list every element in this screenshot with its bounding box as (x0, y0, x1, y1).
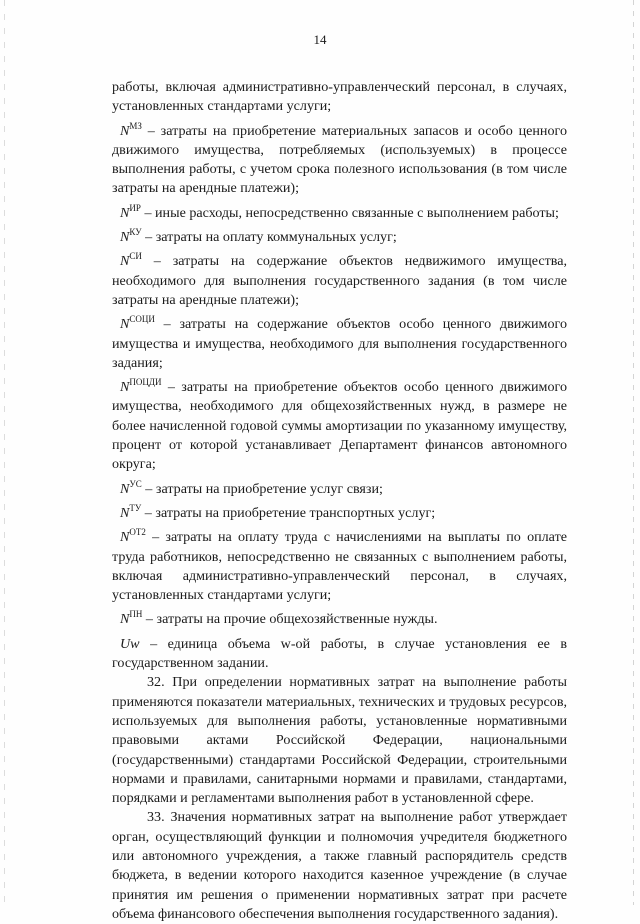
formula-symbol: N (120, 611, 130, 628)
definition-text: – затраты на приобретение материальных запасов и особо ценного движимого имущества, потребляемых (используемых) в процессе выполнения работы, с учетом срока полезного использования (в том числе затраты на арендные платежи); (112, 122, 567, 197)
formula-superscript: КУ (129, 227, 142, 238)
definition-text: – затраты на оплату коммунальных услуг; (141, 229, 397, 246)
formula-symbol: N (120, 529, 130, 546)
formula-symbol: N (120, 229, 130, 246)
formula-symbol: N (120, 204, 130, 221)
definition-item (112, 475, 567, 499)
definition-item (112, 605, 567, 629)
definition-text: – затраты на приобретение транспортных услуг; (141, 504, 436, 521)
definition-item (112, 373, 567, 474)
definition-item (112, 499, 567, 523)
definition-text: – затраты на содержание объектов недвижимого имущества, необходимого для выполнения государственного задания (в том числе затраты на арендные платежи); (112, 253, 567, 308)
definition-item (112, 117, 567, 199)
definition-text: – затраты на оплату труда с начислениями на выплаты по оплате труда работников, непосредственно не связанных с выполнением работы, включая административно-управленческий персонал, в случаях, установленных стандартами услуги; (112, 529, 567, 604)
formula-superscript: УС (129, 478, 142, 489)
formula-superscript: ИР (129, 202, 141, 213)
definition-text: – затраты на приобретение услуг связи; (141, 480, 383, 497)
scan-edge-left (4, 0, 5, 905)
definition-text: – затраты на прочие общехозяйственные нужды. (142, 611, 438, 628)
definition-item (112, 199, 567, 223)
document-body (112, 78, 567, 924)
definition-item (112, 630, 567, 674)
definition-text: – затраты на приобретение объектов особо ценного движимого имущества, необходимого для общехозяйственных нужд, в размере не более начисленной годовой суммы амортизации по указанному имуществу, процент от которой устанавливает Департамент финансов автономного округа; (112, 379, 567, 473)
definition-text: – иные расходы, непосредственно связанные с выполнением работы; (140, 204, 559, 221)
scan-edge-right (633, 0, 634, 905)
definition-item (112, 223, 567, 247)
formula-symbol: N (120, 379, 130, 396)
formula-superscript: ПН (129, 609, 143, 620)
formula-superscript: ТУ (129, 502, 142, 513)
definition-text: – единица объема w-ой работы, в случае установления ее в государственном задании. (112, 635, 567, 672)
definition-item (112, 523, 567, 605)
formula-symbol: N (120, 253, 130, 270)
formula-superscript: ПОЦДИ (129, 377, 162, 388)
formula-superscript: ОТ2 (129, 527, 146, 538)
formula-symbol: N (120, 122, 130, 139)
formula-symbol: N (120, 480, 130, 497)
formula-symbol: N (120, 504, 130, 521)
definition-item (112, 247, 567, 310)
definition-item (112, 310, 567, 373)
formula-superscript: СОЦИ (129, 314, 155, 325)
formula-superscript: МЗ (129, 120, 142, 131)
formula-symbol: Uw (120, 635, 140, 652)
definition-text: – затраты на содержание объектов особо ценного движимого имущества и имущества, необходимого для выполнения государственного задания; (112, 316, 567, 371)
page-number: 14 (313, 32, 327, 47)
paragraph-32: 32. При определении нормативных затрат на выполнение работы применяются показатели материальных, технических и трудовых ресурсов, используемых для выполнения работы, установленные нормативными правовыми актами Российской Федерации, национальными (государственными) стандартами Российской Федерации, строительными нормами и правилами, санитарными нормами и правилами, стандартами, порядками и регламентами выполнения работ в установленной сфере. (112, 674, 567, 807)
continuation-line: работы, включая административно-управленческий персонал, в случаях, установленных стандартами услуги; (112, 79, 567, 115)
formula-superscript: СИ (129, 251, 142, 262)
paragraph-33: 33. Значения нормативных затрат на выполнение работ утверждает орган, осуществляющий функции и полномочия учредителя бюджетного или автономного учреждения, а также главный распорядитель средств бюджета, в ведении которого находится казенное учреждение (в случае принятия им решения о применении нормативных затрат при расчете объема финансового обеспечения выполнения государственного задания). (112, 809, 567, 922)
formula-symbol: N (120, 316, 130, 333)
